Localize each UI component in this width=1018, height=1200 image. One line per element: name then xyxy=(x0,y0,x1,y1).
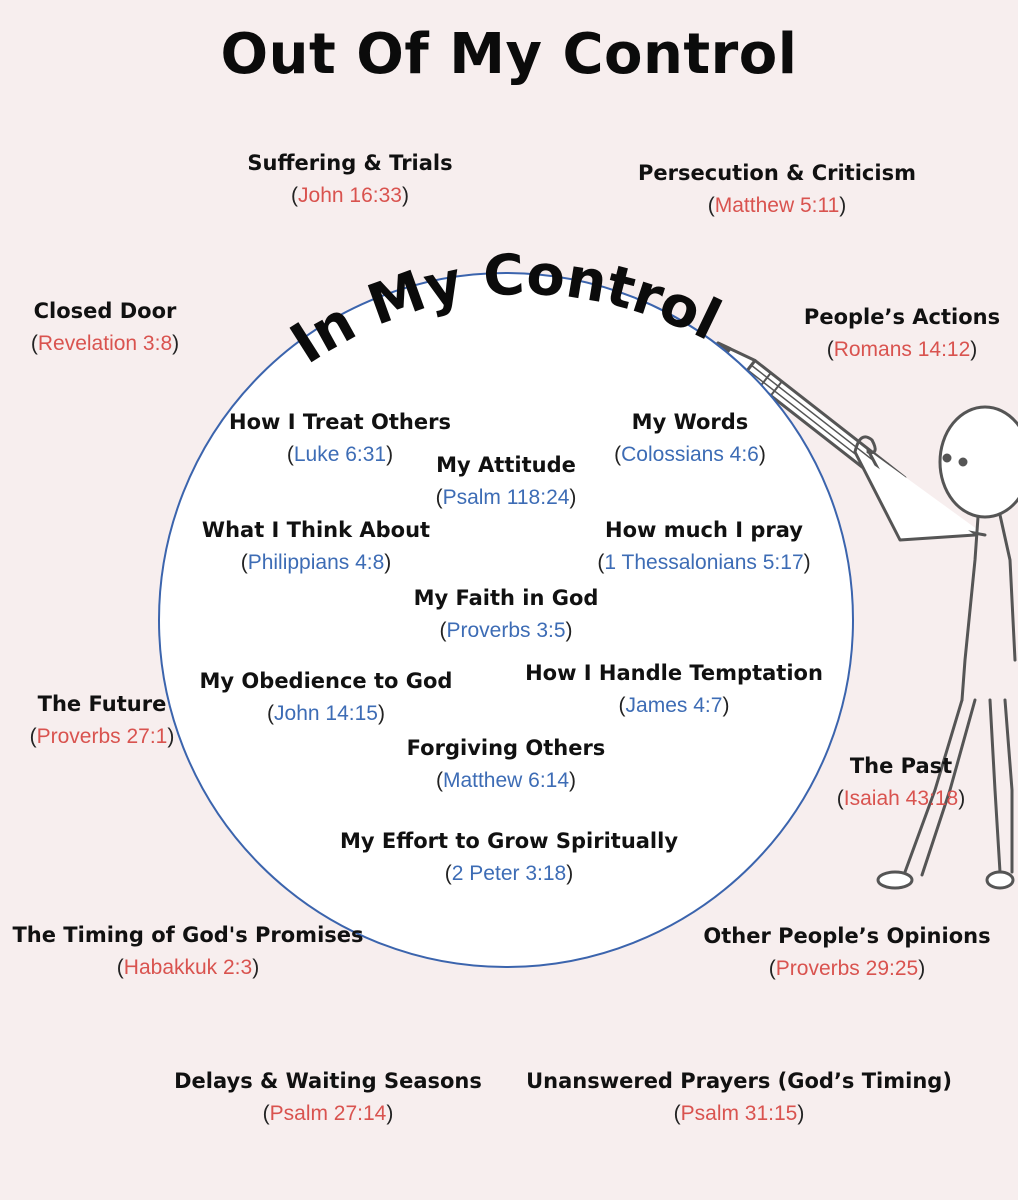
item-label: The Future xyxy=(37,692,167,716)
item-reference: (John 16:33) xyxy=(291,184,409,207)
out-item-persecution-criticism xyxy=(638,160,916,219)
in-item-how-much-i-pray xyxy=(597,517,810,576)
item-reference: (Proverbs 27:1) xyxy=(29,725,175,748)
item-label: Delays & Waiting Seasons xyxy=(174,1069,482,1093)
item-label: Closed Door xyxy=(33,299,177,323)
item-reference: (Revelation 3:8) xyxy=(30,332,180,355)
item-reference: (Proverbs 3:5) xyxy=(439,619,573,642)
item-label: The Timing of God's Promises xyxy=(12,923,364,947)
item-label: My Words xyxy=(631,410,749,434)
item-reference: (Habakkuk 2:3) xyxy=(116,956,260,979)
out-item-suffering-trials xyxy=(247,150,452,209)
item-label: My Effort to Grow Spiritually xyxy=(339,829,679,853)
in-item-my-words xyxy=(614,409,766,468)
item-reference: (Psalm 31:15) xyxy=(673,1102,805,1125)
item-label: How I Treat Others xyxy=(229,410,451,434)
item-reference: (Psalm 118:24) xyxy=(435,486,577,509)
page-title: Out Of My Control xyxy=(220,22,798,87)
in-item-how-i-handle-temptation xyxy=(525,660,823,719)
in-item-my-effort-to-grow-spiritually xyxy=(340,828,678,887)
item-reference: (Romans 14:12) xyxy=(826,338,978,361)
item-label: How I Handle Temptation xyxy=(525,661,823,685)
item-reference: (John 14:15) xyxy=(267,702,385,725)
item-reference: (1 Thessalonians 5:17) xyxy=(597,551,811,574)
in-item-my-attitude xyxy=(436,452,577,511)
out-item-other-peoples-opinions xyxy=(703,923,990,982)
out-item-unanswered-prayers xyxy=(526,1068,952,1127)
item-label: My Obedience to God xyxy=(199,669,453,693)
out-item-the-past xyxy=(837,753,965,812)
item-label: My Attitude xyxy=(436,453,576,477)
item-reference: (Luke 6:31) xyxy=(286,443,394,466)
item-label: People’s Actions xyxy=(803,305,1001,329)
item-reference: (2 Peter 3:18) xyxy=(444,862,574,885)
item-label: My Faith in God xyxy=(413,586,599,610)
in-item-my-obedience-to-god xyxy=(200,668,453,727)
inner-title: In My Control xyxy=(279,242,731,377)
item-reference: (Proverbs 29:25) xyxy=(768,957,926,980)
in-item-my-faith-in-god xyxy=(414,585,599,644)
item-label: What I Think About xyxy=(201,518,431,542)
item-label: Forgiving Others xyxy=(406,736,606,760)
item-label: Other People’s Opinions xyxy=(703,924,991,948)
item-label: Unanswered Prayers (God’s Timing) xyxy=(526,1069,952,1093)
item-reference: (Matthew 5:11) xyxy=(707,194,847,217)
in-item-how-i-treat-others xyxy=(229,409,451,468)
item-reference: (Philippians 4:8) xyxy=(240,551,392,574)
item-reference: (Colossians 4:6) xyxy=(614,443,766,466)
out-item-timing-of-gods-promises xyxy=(12,922,363,981)
item-reference: (Psalm 27:14) xyxy=(262,1102,394,1125)
in-item-forgiving-others xyxy=(407,735,606,794)
item-label: The Past xyxy=(849,754,953,778)
svg-text:In My Control xyxy=(280,243,731,377)
item-label: Suffering & Trials xyxy=(247,151,453,175)
item-reference: (Isaiah 43:18) xyxy=(836,787,966,810)
in-item-what-i-think-about xyxy=(202,517,430,576)
item-reference: (Matthew 6:14) xyxy=(435,769,577,792)
item-label: Persecution & Criticism xyxy=(638,161,916,185)
out-item-closed-door xyxy=(31,298,179,357)
out-item-peoples-actions xyxy=(804,304,1000,363)
item-reference: (James 4:7) xyxy=(618,694,730,717)
out-item-delays-waiting-seasons xyxy=(174,1068,482,1127)
out-item-the-future xyxy=(30,691,175,750)
item-label: How much I pray xyxy=(605,518,803,542)
